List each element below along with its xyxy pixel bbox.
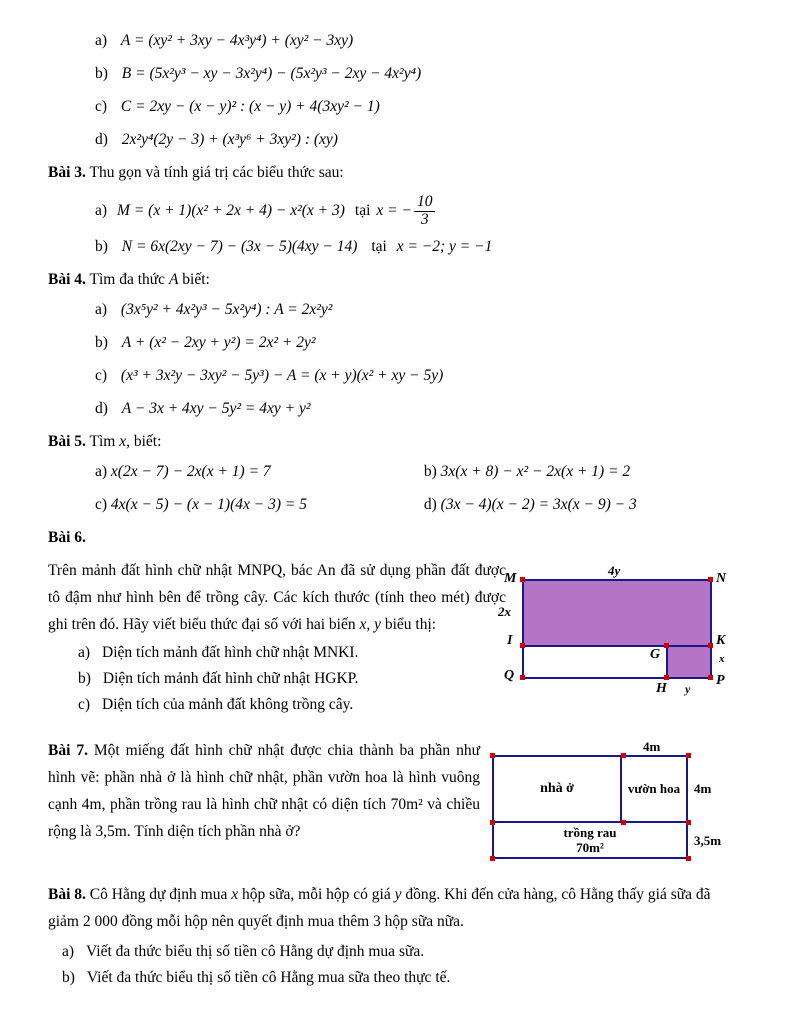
exercise-item <box>95 398 744 419</box>
item-label: a) <box>78 644 91 661</box>
corner-dot-K <box>708 643 713 648</box>
point-P: P <box>716 673 725 688</box>
exercise-item <box>424 463 630 480</box>
item-text: Viết đa thức biểu thị số tiền cô Hằng mua sữa theo thực tế. <box>86 969 451 986</box>
item-label: a) <box>95 463 108 480</box>
math-expression: 4x(x − 5) − (x − 1)(4x − 3) = 5 <box>110 496 307 513</box>
exercise-bai7 <box>48 737 744 873</box>
point-H: H <box>656 681 667 696</box>
dim-top-4y: 4y <box>608 563 621 578</box>
exercise-number: Bài 8. <box>48 886 86 903</box>
item-label: c) <box>95 98 108 115</box>
item-text: Diện tích mảnh đất hình chữ nhật MNKI. <box>102 644 359 661</box>
item-text: Viết đa thức biểu thị số tiền cô Hằng dự định mua sữa. <box>86 943 425 960</box>
math-expression: (x³ + 3x²y − 3xy² − 5y³) − A = (x + y)(x² + xy − 5y) <box>120 367 444 384</box>
item-label: b) <box>95 65 108 82</box>
corner-dot-H <box>664 675 669 680</box>
tail-word: tại <box>354 202 371 219</box>
item-label: d) <box>423 496 437 513</box>
exercise-item <box>95 63 744 84</box>
exercise-heading-bai5 <box>48 431 744 453</box>
corner-dot <box>490 820 495 825</box>
exercise-heading-bai4 <box>48 269 744 291</box>
house-label: nhà ở <box>540 781 574 796</box>
exercise-item <box>95 236 744 257</box>
point-Q: Q <box>504 668 515 683</box>
exercise-item <box>62 967 744 989</box>
item-text: Diện tích mảnh đất hình chữ nhật HGKP. <box>102 670 359 687</box>
item-label: a) <box>95 301 108 318</box>
exercise-item <box>424 496 637 513</box>
math-expression: N = 6x(2xy − 7) − (3x − 5)(4xy − 14) <box>121 238 358 255</box>
item-label: b) <box>62 969 75 986</box>
item-label: b) <box>423 463 437 480</box>
exercise-item-pair <box>95 494 744 515</box>
exercise-number: Bài 7. <box>48 742 88 759</box>
dim-bottom-y: y <box>685 682 691 696</box>
exercise-item <box>95 494 420 515</box>
veg-label-line1: trồng rau <box>563 825 617 840</box>
item-label: d) <box>95 400 108 417</box>
exercise-number: Bài 5. <box>48 433 86 450</box>
flower-garden-area <box>622 757 686 821</box>
corner-dot <box>490 856 495 861</box>
corner-dot-I <box>520 643 525 648</box>
flower-label: vườn hoa <box>627 781 681 796</box>
vegetable-area <box>494 823 686 857</box>
dim-right-4m: 4m <box>694 781 712 796</box>
exercise-text: Cô Hằng dự định mua x hộp sữa, mỗi hộp có giá y đồng. Khi đến cửa hàng, cô Hằng thấy giá sữa đã giảm 2 000 đồng mỗi hộp nên quyết định mua thêm 3 hộp sữa nữa. <box>48 886 711 930</box>
item-label: b) <box>78 670 91 687</box>
bai6-figure <box>492 563 744 721</box>
bai7-figure <box>480 739 744 869</box>
item-label: a) <box>62 943 75 960</box>
dim-right-x: x <box>719 653 725 665</box>
math-expression: A − 3x + 4xy − 5y² = 4xy + y² <box>121 400 311 417</box>
exercise-item <box>62 941 744 963</box>
math-expression: M = (x + 1)(x² + 2x + 4) − x²(x + 3) <box>117 202 345 219</box>
exercise-item <box>95 192 744 230</box>
item-label: c) <box>78 696 91 713</box>
math-expression: (3x⁵y² + 4x²y³ − 5x²y⁴) : A = 2x²y² <box>120 301 333 318</box>
point-M: M <box>504 571 517 586</box>
exercise-bai6 <box>48 527 744 723</box>
exercise-desc: Tìm x, biết: <box>89 433 162 450</box>
item-text: Diện tích của mảnh đất không trồng cây. <box>102 696 354 713</box>
item-label: a) <box>95 32 108 49</box>
exercise-item <box>95 365 744 386</box>
corner-dot <box>621 820 626 825</box>
math-expression: (3x − 4)(x − 2) = 3x(x − 9) − 3 <box>440 496 637 513</box>
corner-dot <box>686 856 691 861</box>
math-expression: A + (x² − 2xy + y²) = 2x² + 2y² <box>121 334 316 351</box>
land-rectangle <box>492 755 688 859</box>
planted-area-top <box>524 581 710 647</box>
item-label: b) <box>95 334 108 351</box>
substitution-value: x = −2; y = −1 <box>396 238 493 255</box>
fraction-numerator: 10 <box>414 194 436 211</box>
math-expression: C = 2xy − (x − y)² : (x − y) + 4(3xy² − 1) <box>120 98 380 115</box>
exercise-heading-bai3 <box>48 162 744 184</box>
exercise-item <box>95 299 744 320</box>
substitution-value: x = − <box>376 202 412 219</box>
dim-top-4m: 4m <box>643 739 661 754</box>
item-label: c) <box>95 367 108 384</box>
house-area <box>494 757 622 821</box>
math-expression: 3x(x + 8) − x² − 2x(x + 1) = 2 <box>440 463 631 480</box>
corner-dot <box>686 820 691 825</box>
planted-area-square-HGKP <box>666 647 710 677</box>
item-label: d) <box>95 131 108 148</box>
exercise-paragraph <box>48 737 480 845</box>
corner-dot <box>686 753 691 758</box>
exercise-heading-bai6 <box>48 527 744 549</box>
fraction-denominator: 3 <box>420 210 429 228</box>
item-label: c) <box>95 496 108 513</box>
exercise-number: Bài 3. <box>48 164 86 181</box>
point-K: K <box>716 633 726 648</box>
veg-label-line2: 70m² <box>576 840 604 855</box>
fraction <box>414 194 436 228</box>
dim-right-3-5m: 3,5m <box>694 833 722 848</box>
tail-word: tại <box>371 238 387 255</box>
corner-dot-M <box>520 577 525 582</box>
corner-dot-N <box>708 577 713 582</box>
math-expression: 2x²y⁴(2y − 3) + (x³y⁶ + 3xy²) : (xy) <box>121 131 338 148</box>
exercise-paragraph: Trên mảnh đất hình chữ nhật MNPQ, bác An đã sử dụng phần đất được tô đậm như hình bên để trồng cây. Các kích thước (tính theo mét) được ghi trên đó. Hãy viết biểu thức đại số với hai biến x, y biểu thị: <box>48 562 506 633</box>
exercise-number: Bài 4. <box>48 271 86 288</box>
top-row <box>494 757 686 823</box>
exercise-bai8 <box>48 881 744 989</box>
exercise-item-pair <box>95 461 744 482</box>
dim-left-2x: 2x <box>498 604 511 619</box>
point-N: N <box>716 571 727 586</box>
math-expression: A = (xy² + 3xy − 4x³y⁴) + (xy² − 3xy) <box>120 32 354 49</box>
corner-dot <box>490 753 495 758</box>
math-expression: x(2x − 7) − 2x(x + 1) = 7 <box>110 463 271 480</box>
point-I: I <box>507 633 513 648</box>
exercise-number: Bài 6. <box>48 529 86 546</box>
corner-dot-G <box>664 643 669 648</box>
item-label: b) <box>95 238 108 255</box>
exercise-paragraph <box>48 881 744 935</box>
math-expression: B = (5x²y³ − xy − 3x²y⁴) − (5x²y³ − 2xy − 4x²y⁴) <box>121 65 422 82</box>
exercise-item <box>95 461 420 482</box>
exercise-item <box>95 332 744 353</box>
item-label: a) <box>95 202 108 219</box>
exercise-item <box>95 129 744 150</box>
point-G: G <box>650 647 661 662</box>
exercise-desc: Tìm đa thức A biết: <box>89 271 210 288</box>
corner-dot <box>621 753 626 758</box>
exercise-text: Một miếng đất hình chữ nhật được chia thành ba phần như hình vẽ: phần nhà ở là hình chữ nhật, phần vườn hoa là hình vuông cạnh 4m, phần trồng rau là hình chữ nhật có diện tích 70m² và chiều rộng là 3,5m. Tính diện tích phần nhà ở? <box>48 742 480 840</box>
exercise-desc: Thu gọn và tính giá trị các biểu thức sau: <box>89 164 344 181</box>
rectangle-MNPQ <box>522 579 712 679</box>
exercise-item <box>95 30 744 51</box>
corner-dot-Q <box>520 675 525 680</box>
corner-dot-P <box>708 675 713 680</box>
exercise-item <box>95 96 744 117</box>
